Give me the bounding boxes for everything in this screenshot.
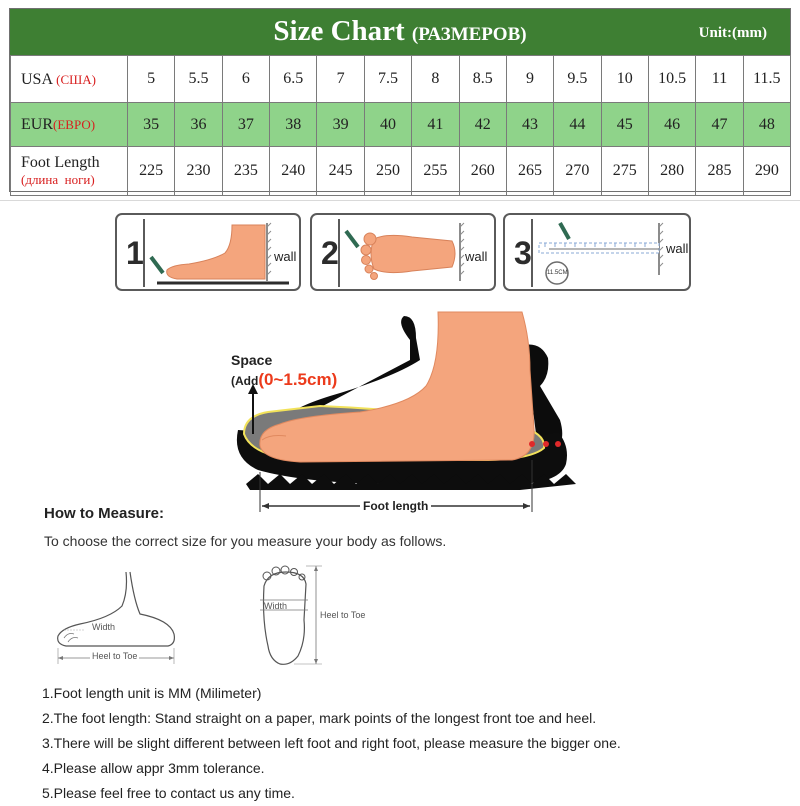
foot-length-cell: 280 bbox=[648, 147, 695, 196]
usa-size-cell: 11.5 bbox=[743, 56, 790, 103]
note-3: 3.There will be slight different between left foot and right foot, please measure the bigger one. bbox=[42, 735, 621, 751]
side-foot-sketch bbox=[50, 560, 185, 668]
size-table bbox=[10, 55, 791, 196]
eur-size-cell: 47 bbox=[696, 103, 743, 147]
space-range-label: (Add(0~1.5cm) bbox=[231, 370, 338, 389]
note-2: 2.The foot length: Stand straight on a paper, mark points of the longest front toe and heel. bbox=[42, 710, 597, 726]
eur-size-cell: 41 bbox=[412, 103, 459, 147]
chart-header bbox=[10, 9, 790, 55]
foot-length-cell: 245 bbox=[317, 147, 364, 196]
foot-length-cell: 260 bbox=[459, 147, 506, 196]
note-1: 1.Foot length unit is MM (Milimeter) bbox=[42, 685, 262, 701]
chart-title: Size Chart bbox=[273, 15, 405, 47]
usa-row bbox=[11, 56, 791, 103]
foot-length-cell: 285 bbox=[696, 147, 743, 196]
foot-length-cell: 250 bbox=[364, 147, 411, 196]
chart-title-ru: (РАЗМЕРОВ) bbox=[411, 24, 527, 45]
measure-notes bbox=[42, 681, 621, 806]
step-1-wall-label: wall bbox=[274, 249, 297, 264]
step-1-box bbox=[115, 213, 301, 291]
size-chart bbox=[9, 8, 791, 192]
eur-size-cell: 48 bbox=[743, 103, 790, 147]
foot-length-cell: 290 bbox=[743, 147, 790, 196]
foot-length-cell: 255 bbox=[412, 147, 459, 196]
unit-label: Unit:(mm) bbox=[698, 25, 767, 41]
eur-size-cell: 43 bbox=[506, 103, 553, 147]
eur-size-cell: 37 bbox=[222, 103, 269, 147]
ruler-measurement-label: 11.5CM bbox=[547, 270, 568, 276]
note-5: 5.Please feel free to contact us any time. bbox=[42, 785, 295, 801]
usa-size-cell: 10.5 bbox=[648, 56, 695, 103]
foot-length-header: Foot Length (длина ноги) bbox=[11, 147, 128, 196]
eur-size-cell: 35 bbox=[128, 103, 175, 147]
eur-size-cell: 36 bbox=[175, 103, 222, 147]
step-1-number: 1 bbox=[126, 235, 144, 271]
foot-length-cell: 265 bbox=[506, 147, 553, 196]
usa-size-cell: 7.5 bbox=[364, 56, 411, 103]
side-width-label: Width bbox=[92, 622, 116, 632]
foot-length-cell: 270 bbox=[554, 147, 601, 196]
top-width-label: Width bbox=[264, 601, 288, 611]
usa-size-cell: 8.5 bbox=[459, 56, 506, 103]
space-range-value: (0~1.5cm) bbox=[258, 370, 338, 389]
top-heel-to-toe-label: Heel to Toe bbox=[320, 610, 366, 620]
how-to-measure-title: How to Measure: bbox=[44, 505, 165, 522]
foot-length-row bbox=[11, 147, 791, 196]
step-3-wall-label: wall bbox=[666, 241, 689, 256]
side-heel-to-toe-label: Heel to Toe bbox=[92, 651, 138, 661]
usa-size-cell: 5 bbox=[128, 56, 175, 103]
usa-size-cell: 11 bbox=[696, 56, 743, 103]
usa-size-cell: 9 bbox=[506, 56, 553, 103]
usa-size-cell: 6.5 bbox=[270, 56, 317, 103]
usa-size-cell: 5.5 bbox=[175, 56, 222, 103]
eur-size-cell: 44 bbox=[554, 103, 601, 147]
foot-length-cell: 240 bbox=[270, 147, 317, 196]
foot-length-dimension-label: Foot length bbox=[360, 499, 431, 513]
space-label: Space bbox=[231, 352, 273, 368]
foot-length-cell: 225 bbox=[128, 147, 175, 196]
eur-size-cell: 39 bbox=[317, 103, 364, 147]
foot-length-cell: 275 bbox=[601, 147, 648, 196]
step-2-number: 2 bbox=[321, 235, 339, 271]
eur-row bbox=[11, 103, 791, 147]
foot-length-cell: 230 bbox=[175, 147, 222, 196]
foot-length-cell: 235 bbox=[222, 147, 269, 196]
usa-header: USA (США) bbox=[11, 56, 128, 103]
note-4: 4.Please allow appr 3mm tolerance. bbox=[42, 760, 265, 776]
measure-intro: To choose the correct size for you measure your body as follows. bbox=[44, 533, 447, 549]
shoe-fit-illustration bbox=[0, 300, 800, 515]
usa-size-cell: 9.5 bbox=[554, 56, 601, 103]
top-foot-sketch bbox=[246, 560, 386, 672]
eur-header: EUR(ЕВРО) bbox=[11, 103, 128, 147]
step-3-box bbox=[503, 213, 691, 291]
step-3-number: 3 bbox=[514, 235, 532, 271]
usa-size-cell: 6 bbox=[222, 56, 269, 103]
divider bbox=[0, 200, 800, 201]
usa-size-cell: 7 bbox=[317, 56, 364, 103]
usa-size-cell: 8 bbox=[412, 56, 459, 103]
eur-size-cell: 38 bbox=[270, 103, 317, 147]
eur-size-cell: 40 bbox=[364, 103, 411, 147]
eur-size-cell: 45 bbox=[601, 103, 648, 147]
eur-size-cell: 46 bbox=[648, 103, 695, 147]
eur-size-cell: 42 bbox=[459, 103, 506, 147]
step-2-box bbox=[310, 213, 496, 291]
step-3-illustration bbox=[505, 215, 693, 293]
step-2-wall-label: wall bbox=[465, 249, 488, 264]
usa-size-cell: 10 bbox=[601, 56, 648, 103]
